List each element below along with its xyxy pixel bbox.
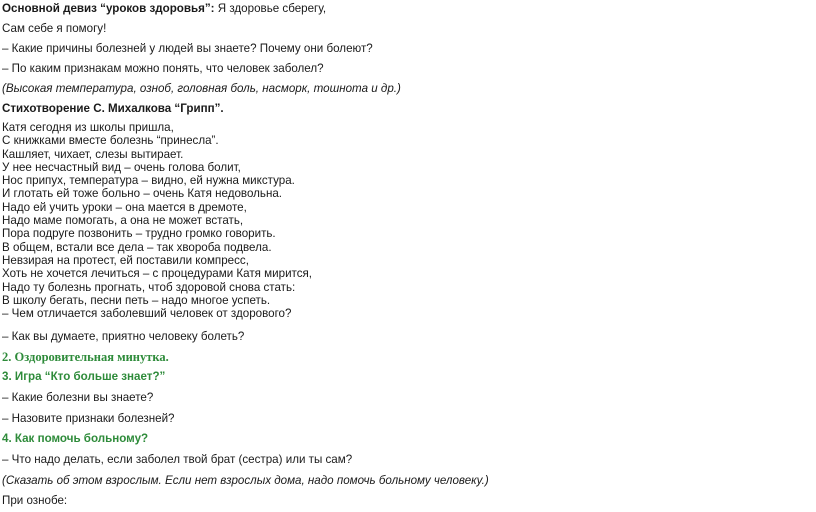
- heading-help: 4. Как помочь больному?: [2, 432, 149, 445]
- poem-line: У нее несчастный вид – очень голова болит,: [2, 160, 241, 174]
- motto-line: [2, 2, 326, 16]
- answer-tell-adults: (Сказать об этом взрослым. Если нет взрослых дома, надо помочь больному человеку.): [2, 474, 489, 487]
- poem-line: – Чем отличается заболевший человек от здорового?: [2, 307, 292, 321]
- motto-line-2: Сам себе я помогу!: [2, 22, 107, 35]
- question-diseases: – Какие болезни вы знаете?: [2, 391, 154, 404]
- poem-line: Надо ей учить уроки – она мается в дремоте,: [2, 200, 247, 214]
- poem-line: Кашляет, чихает, слезы вытирает.: [2, 147, 184, 161]
- question-causes: – Какие причины болезней у людей вы знаете? Почему они болеют?: [2, 42, 373, 55]
- chills-label: При ознобе:: [2, 494, 68, 507]
- poem-line: Хоть не хочется лечиться – с процедурами Катя мирится,: [2, 267, 313, 281]
- poem-line: И глотать ей тоже больно – очень Катя недовольна.: [2, 187, 283, 201]
- question-pleasant: – Как вы думаете, приятно человеку болеть?: [2, 330, 245, 343]
- poem-line: Невзирая на протест, ей поставили компресс,: [2, 253, 249, 267]
- poem-block: [2, 121, 312, 320]
- poem-line: Надо маме помогать, а она не может встать,: [2, 214, 244, 228]
- poem-line: В общем, встали все дела – так хвороба подвела.: [2, 240, 272, 254]
- question-symptoms: – Назовите признаки болезней?: [2, 412, 175, 425]
- heading-wellness-minute: 2. Оздоровительная минутка.: [2, 350, 169, 364]
- poem-line: С книжками вместе болезнь “принесла”.: [2, 134, 219, 148]
- poem-line: Нос припух, температура – видно, ей нужна микстура.: [2, 174, 295, 188]
- poem-line: Пора подруге позвонить – трудно громко говорить.: [2, 227, 276, 241]
- motto-text: Я здоровье сберегу,: [214, 2, 327, 15]
- question-what-to-do: – Что надо делать, если заболел твой брат (сестра) или ты сам?: [2, 453, 353, 466]
- poem-line: В школу бегать, песни петь – надо многое успеть.: [2, 293, 271, 307]
- poem-title: Стихотворение С. Михалкова “Грипп”.: [2, 102, 224, 115]
- answer-symptoms: (Высокая температура, озноб, головная боль, насморк, тошнота и др.): [2, 82, 401, 95]
- poem-line: Надо ту болезнь прогнать, чтоб здоровой снова стать:: [2, 280, 296, 294]
- poem-line: Катя сегодня из школы пришла,: [2, 121, 174, 134]
- motto-label: Основной девиз “уроков здоровья”:: [2, 2, 215, 15]
- heading-game: 3. Игра “Кто больше знает?”: [2, 370, 166, 383]
- question-signs: – По каким признакам можно понять, что человек заболел?: [2, 62, 324, 75]
